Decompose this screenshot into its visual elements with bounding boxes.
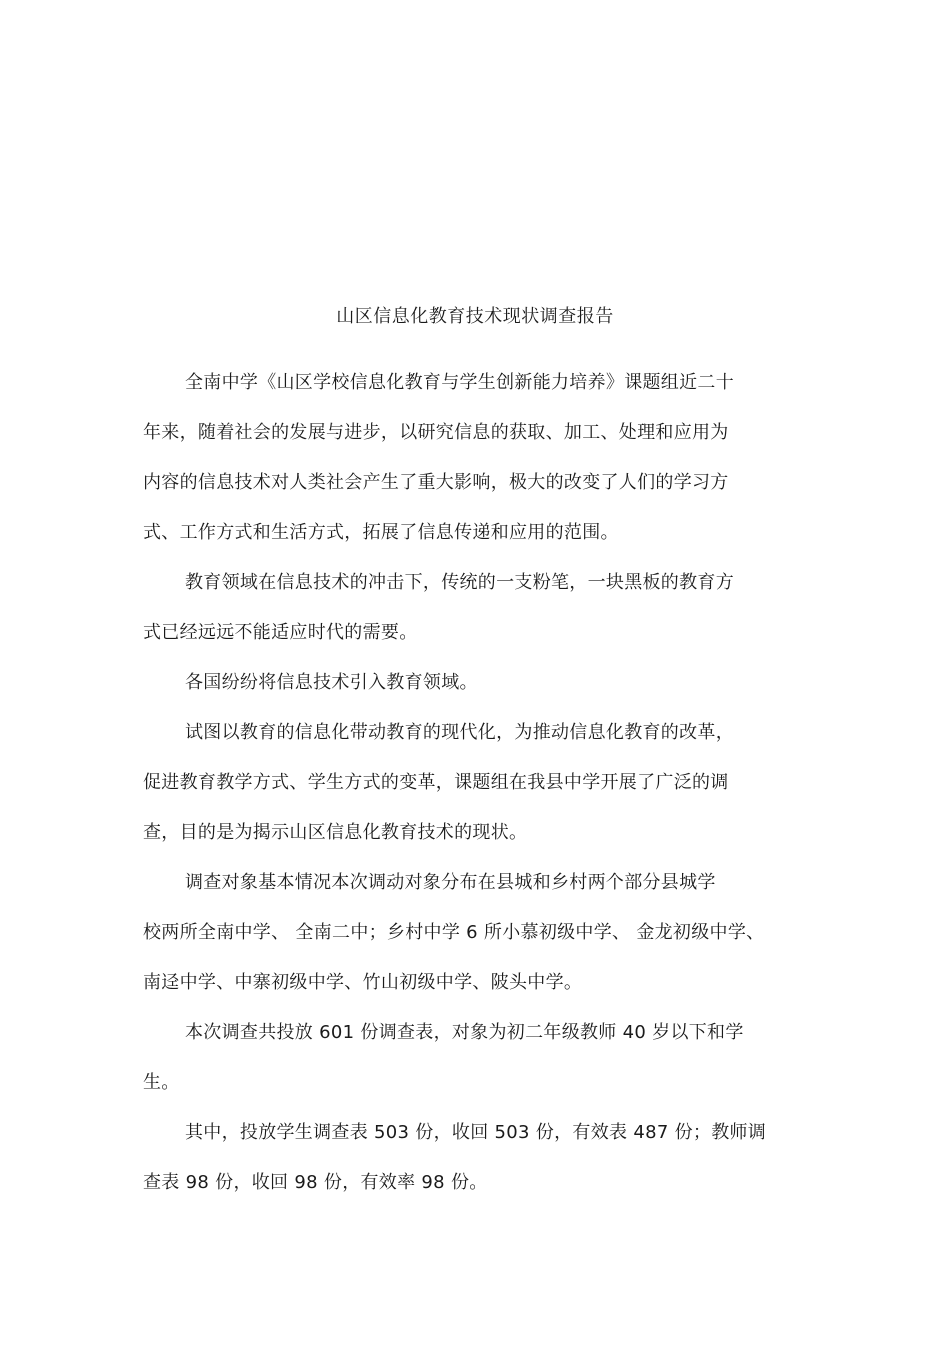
paragraph-line: 试图以教育的信息化带动教育的现代化，为推动信息化教育的改革， xyxy=(185,722,734,743)
paragraph-line: 年来，随着社会的发展与进步，以研究信息的获取、加工、处理和应用为 xyxy=(143,422,729,443)
paragraph-line: 校两所全南中学、 全南二中；乡村中学 6 所小慕初级中学、 金龙初级中学、 xyxy=(143,922,765,943)
paragraph-line: 本次调查共投放 601 份调查表，对象为初二年级教师 40 岁以下和学 xyxy=(185,1022,744,1043)
paragraph-line: 查表 98 份，收回 98 份，有效率 98 份。 xyxy=(143,1172,488,1193)
paragraph-line: 教育领域在信息技术的冲击下，传统的一支粉笔，一块黑板的教育方 xyxy=(185,572,734,593)
paragraph-line: 各国纷纷将信息技术引入教育领域。 xyxy=(185,672,478,693)
paragraph-line: 调查对象基本情况本次调动对象分布在县城和乡村两个部分县城学 xyxy=(185,872,716,893)
paragraph-line: 式、工作方式和生活方式，拓展了信息传递和应用的范围。 xyxy=(143,522,619,543)
paragraph-line: 式已经远远不能适应时代的需要。 xyxy=(143,622,418,643)
paragraph-line: 促进教育教学方式、学生方式的变革，课题组在我县中学开展了广泛的调 xyxy=(143,772,729,793)
paragraph-line: 其中，投放学生调查表 503 份，收回 503 份，有效表 487 份；教师调 xyxy=(185,1122,767,1143)
document-title: 山区信息化教育技术现状调查报告 xyxy=(336,306,614,327)
paragraph-line: 查，目的是为揭示山区信息化教育技术的现状。 xyxy=(143,822,528,843)
paragraph-line: 生。 xyxy=(143,1072,180,1093)
paragraph-line: 内容的信息技术对人类社会产生了重大影响，极大的改变了人们的学习方 xyxy=(143,472,729,493)
paragraph-line: 全南中学《山区学校信息化教育与学生创新能力培养》课题组近二十 xyxy=(185,372,734,393)
paragraph-line: 南迳中学、中寨初级中学、竹山初级中学、陂头中学。 xyxy=(143,972,583,993)
